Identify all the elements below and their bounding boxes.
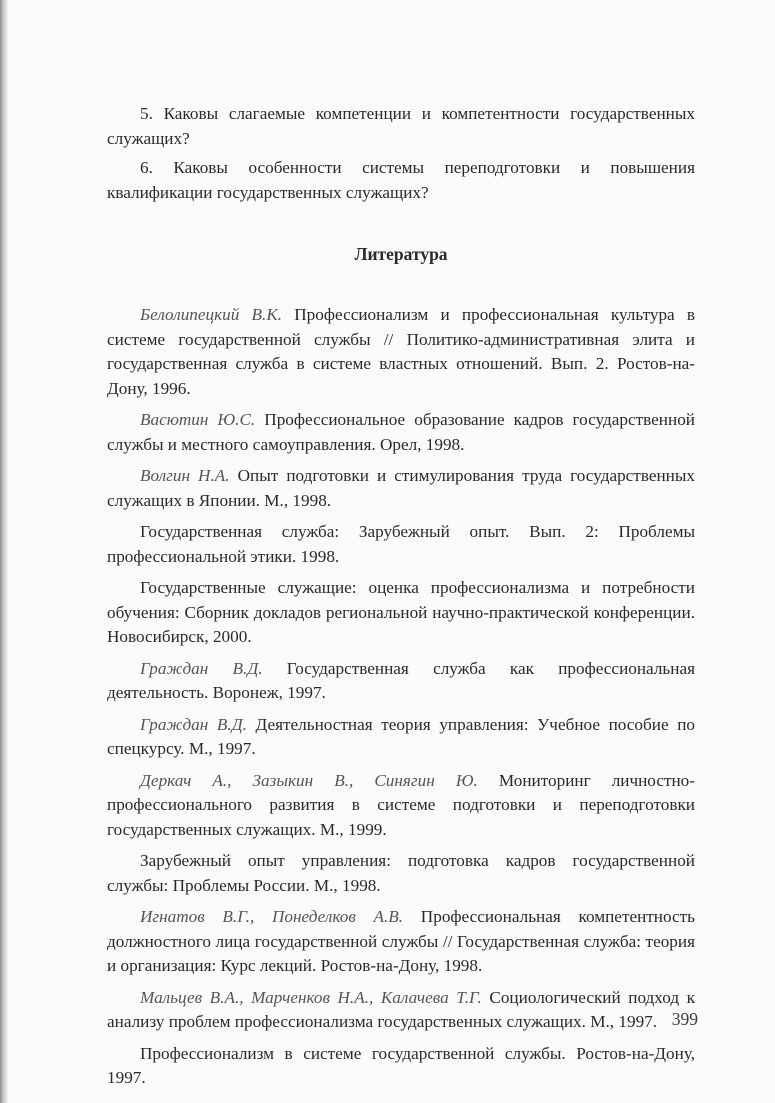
section-heading: Литература <box>354 244 448 264</box>
reference-text: Профессиональная компетентность должностного лица государственной службы // Государственная служба: теория и организация: Курс лекций. Ростов-на-Дону, 1998. <box>107 907 695 975</box>
reference-author: Белолипецкий В.К. <box>140 305 283 324</box>
reference-item <box>107 1042 695 1091</box>
reference-text: Деятельностная теория управления: Учебное пособие по спецкурсу. М., 1997. <box>107 714 695 758</box>
reference-author: Граждан В.Д. <box>140 714 247 734</box>
reference-item <box>107 905 695 979</box>
question-6: 6. Каковы особенности системы переподготовки и повышения квалификации государственных служащих? <box>107 158 695 202</box>
reference-item <box>107 986 695 1035</box>
reference-item <box>107 657 695 706</box>
reference-item <box>107 576 695 650</box>
spine-shadow <box>0 0 8 1103</box>
reference-text: Мониторинг личностно-профессионального развития в системе подготовки и переподготовки государственных служащих. М., 1999. <box>107 770 695 839</box>
reference-text: Государственная служба: Зарубежный опыт. Вып. 2: Проблемы профессиональной этики. 1998. <box>107 522 695 566</box>
reference-item <box>107 303 695 401</box>
reference-list <box>107 303 695 1091</box>
reference-item <box>107 849 695 898</box>
reference-text: Профессионализм и профессиональная культура в системе государственной службы // Политико-административная элита и государственная служба в системе властных отношений. Вып. 2. Ростов-на-Дону, 1996. <box>107 305 695 398</box>
reference-author: Васютин Ю.С. <box>140 410 256 429</box>
reference-item <box>107 713 695 762</box>
reference-text: Опыт подготовки и стимулирования труда государственных служащих в Японии. М., 1998. <box>107 466 695 510</box>
reference-item <box>107 769 695 843</box>
reference-text: Государственная служба как профессиональная деятельность. Воронеж, 1997. <box>107 658 695 702</box>
page-content <box>107 102 695 1098</box>
reference-text: Зарубежный опыт управления: подготовка кадров государственной службы: Проблемы России. М., 1998. <box>107 851 695 895</box>
question-5: 5. Каковы слагаемые компетенции и компетентности государственных служащих? <box>107 104 695 148</box>
reference-item <box>107 520 695 569</box>
reference-author: Мальцев В.А., Марченков Н.А., Калачева Т.Г. <box>140 987 482 1007</box>
reference-text: Профессиональное образование кадров государственной службы и местного самоуправления. Орел, 1998. <box>107 410 695 454</box>
reference-author: Граждан В.Д. <box>140 658 263 678</box>
reference-item <box>107 464 695 513</box>
reference-text: Социологический подход к анализу проблем профессионализма государственных служащих. М., 1997. <box>107 987 695 1031</box>
reference-author: Волгин Н.А. <box>140 466 230 485</box>
reference-author: Деркач А., Зазыкин В., Синягин Ю. <box>140 770 478 790</box>
page-number: 399 <box>671 1009 698 1029</box>
reference-author: Игнатов В.Г., Понеделков А.В. <box>140 907 404 926</box>
reference-text: Профессионализм в системе государственной службы. Ростов-на-Дону, 1997. <box>107 1043 695 1087</box>
reference-item <box>107 408 695 457</box>
reference-text: Государственные служащие: оценка профессионализма и потребности обучения: Сборник докладов региональной научно-практической конференции. Новосибирск, 2000. <box>107 578 695 646</box>
